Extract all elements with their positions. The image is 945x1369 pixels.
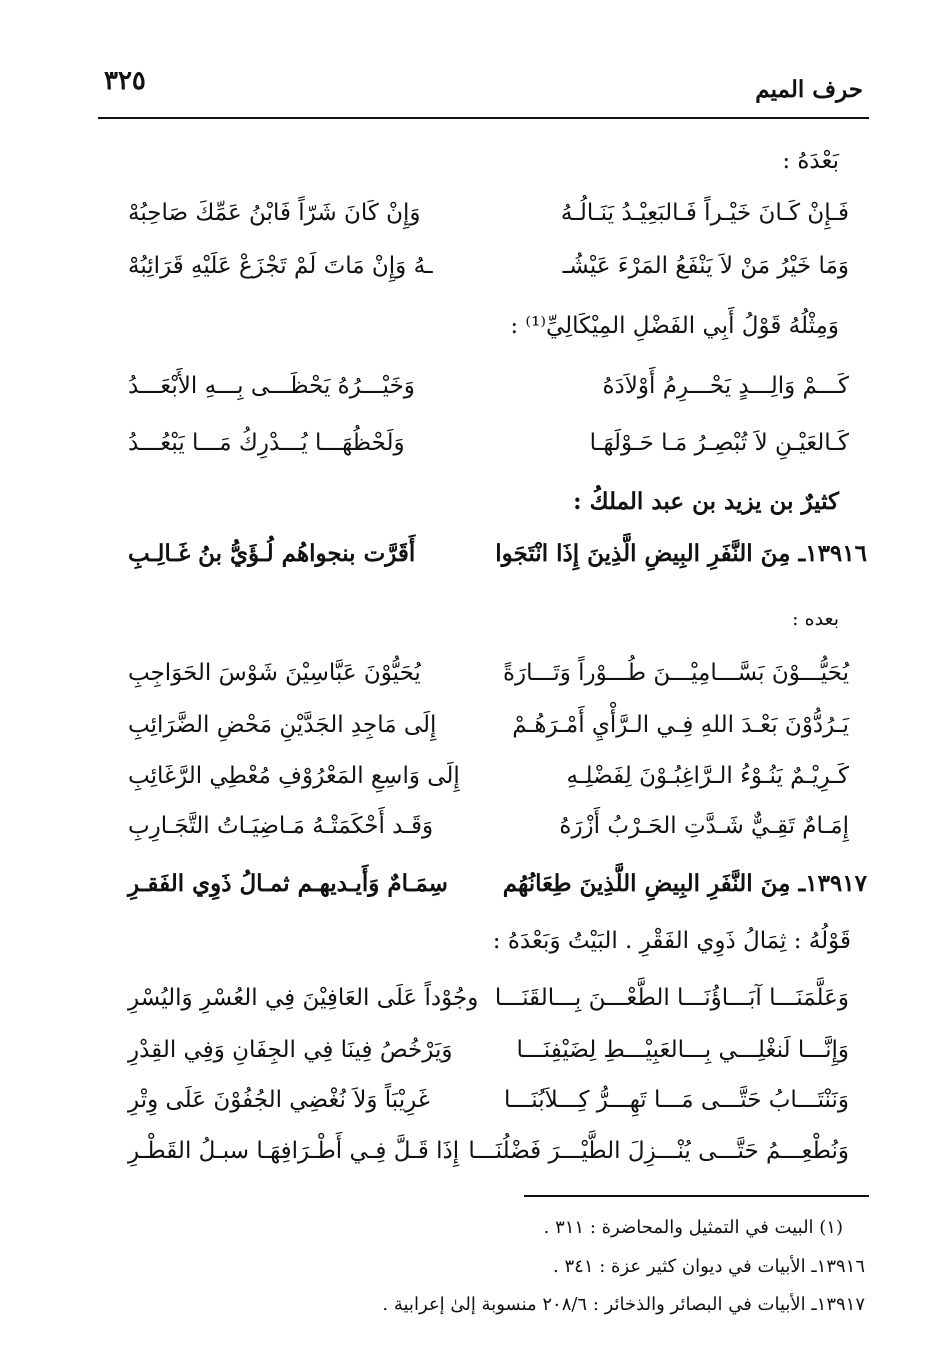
verse-3-second-hemistich: وَخَيْـــرُهُ يَحْظَـــى بِـــهِ الأَبْعَـــدُ	[128, 373, 415, 399]
verse-5-first-hemistich: يُحَيُّـــوْنَ بَسَّـــامِيْـــنَ طُـــوْراً وَتَـــارَةً	[502, 660, 849, 686]
intro-label: بعده :	[792, 608, 839, 630]
header-rule	[98, 117, 869, 119]
verse-1-second-hemistich: وَإِنْ كَانَ شَرّاً فَابْنُ عَمِّكَ صَاحِبُهْ	[128, 200, 421, 226]
verse-1-first-hemistich: فَـإِنْ كَـانَ خَيْـراً فَـالبَعِيْـدُ يَنَـالُـهُ	[560, 200, 849, 226]
verse-2-second-hemistich: ـهُ وَإِنْ مَاتَ لَمْ تَجْزَعْ عَلَيْهِ قَرَائِبُهْ	[128, 253, 433, 279]
verse-10-second-hemistich: وَيَرْخُصُ فِينَا فِي الجِفَانِ وَفِي القِدْرِ	[128, 1037, 453, 1063]
footnote-13916: ١٣٩١٦ـ الأبيات في ديوان كثير عزة : ٣٤١ .	[553, 1256, 865, 1277]
verse-7-second-hemistich: إِلَى وَاسِعِ المَعْرُوْفِ مُعْطِي الرَّغَائِبِ	[128, 763, 460, 789]
entry-13916-second-hemistich: أَقَرَّت بنجواهُم لُـؤَيُّ بنُ غَـالِـبِ	[128, 540, 416, 567]
verse-10-first-hemistich: وَإِنَّـــا لَنغْلِـــي بِـــالعَبِيْـــطِ لِضَيْفِنَـــا	[516, 1037, 849, 1063]
verse-2-first-hemistich: وَمَا خَيْرُ مَنْ لاَ يَنْفَعُ المَرْءَ عَيْشُـ	[562, 253, 849, 279]
verse-3-first-hemistich: كَـــمْ وَالِـــدٍ يَحْـــرِمُ أَوْلاَدَهُ	[602, 373, 849, 399]
entry-13916-first-hemistich: ١٣٩١٦ـ مِنَ النَّفَرِ البِيضِ الَّذِينَ إِذَا انْتَجَوا	[495, 540, 867, 567]
page-number: ٣٢٥	[104, 66, 146, 96]
poet-heading: كثيرٌ بن يزيد بن عبد الملكُ :	[573, 488, 839, 515]
footnote-rule	[524, 1195, 869, 1197]
verse-12-second-hemistich: إِذَا قَـلَّ فِـي أَطْـرَافِهَـا سبـلُ القَطْـرِ	[128, 1138, 460, 1164]
chapter-title: حرف الميم	[755, 76, 863, 103]
verse-8-second-hemistich: وَقَـد أَحْكَمَتْـهُ مَـاضِيَـاتُ التَّجَـارِبِ	[128, 813, 434, 839]
verse-7-first-hemistich: كَـرِيْـمٌ يَنُـوْءُ الـرَّاغِبُـوْنَ لِفَضْلِـهِ	[566, 763, 849, 789]
verse-12-first-hemistich: وَنُطْعِـــمُ حَتَّـــى يُنْـــزِلَ الطَّيْـــرَ فَضْلُنَـــا	[468, 1138, 849, 1164]
verse-4-second-hemistich: وَلَحْظُهَـــا يُـــدْرِكُ مَـــا يَبْعُـــدُ	[128, 430, 405, 456]
intro-label: قَوْلُهُ : ثِمَالُ ذَوِي الفَقْرِ . البَيْتُ وَبَعْدَهُ :	[492, 928, 851, 954]
footnote-13917: ١٣٩١٧ـ الأبيات في البصائر والذخائر : ٢٠٨/٦ منسوبة إلىٰ إعرابية .	[382, 1294, 865, 1315]
verse-8-first-hemistich: إِمَـامٌ تَقِـيٌّ شَـدَّتِ الحَـرْبُ أَزْرَهُ	[559, 813, 849, 839]
verse-9-second-hemistich: وجُوْداً عَلَى العَافِيْنَ فِي العُسْرِ وَاليُسْرِ	[128, 985, 479, 1011]
verse-11-second-hemistich: غَرِيْبَاً وَلاَ نُغْضِي الجُفُوْنَ عَلَى وِتْرِ	[128, 1087, 430, 1113]
verse-6-second-hemistich: إِلَى مَاجِدِ الجَدَّيْنِ مَحْضِ الضَّرَائِبِ	[128, 712, 437, 738]
verse-5-second-hemistich: يُحَيُّوْنَ عَبَّاسِيْنَ شَوْسَ الحَوَاجِبِ	[128, 660, 421, 686]
verse-6-first-hemistich: يَـرُدُّوْنَ بَعْـدَ اللهِ فِـي الـرَّأْيِ أَمْـرَهُـمْ	[512, 712, 849, 738]
entry-13917-first-hemistich: ١٣٩١٧ـ مِنَ النَّفَرِ البِيضِ اللَّذِينَ طِعَانُهُم	[502, 870, 867, 897]
intro-label: بَعْدَهُ :	[782, 148, 839, 174]
verse-4-first-hemistich: كَـالعَيْـنِ لاَ تُبْصِـرُ مَـا حَـوْلَهَـا	[589, 430, 849, 456]
entry-13917-second-hemistich: سِمَـامٌ وَأَيـديهـم ثمـالُ ذَوِي الفَقـرِ	[128, 870, 448, 897]
verse-9-first-hemistich: وَعَلَّمَنَـــا آبَـــاؤُنَـــا الطَّعْـــنَ بِـــالقَنَـــا	[494, 985, 849, 1011]
verse-11-first-hemistich: وَنَنْتَـــابُ حَتَّـــى مَـــا تَهِـــرُّ كِـــلاَبُنَـــا	[504, 1087, 849, 1113]
footnote-1: (١) البيت في التمثيل والمحاضرة : ٣١١ .	[543, 1217, 843, 1238]
intro-label: وَمِثْلُهُ قَوْلُ أَبِي الفَضْلِ المِيْكَالِيِّ⁽¹⁾ :	[510, 313, 839, 339]
